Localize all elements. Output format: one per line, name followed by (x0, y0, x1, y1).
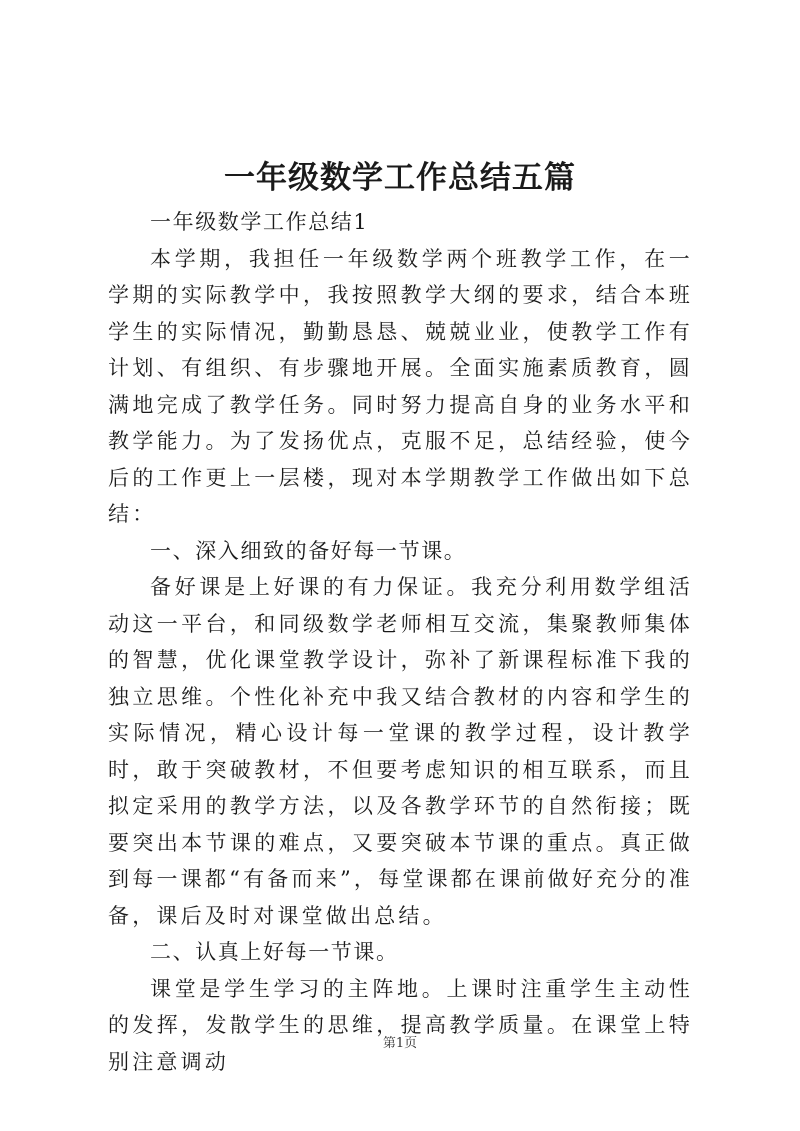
body-paragraph: 课堂是学生学习的主阵地。上课时注重学生主动性的发挥，发散学生的思维，提高教学质量。在课堂上特别注意调动 (108, 976, 693, 1074)
page-number: 第1页 (382, 1036, 418, 1051)
section-heading: 一、深入细致的备好每一节课。 (150, 538, 467, 563)
body-paragraph: 本学期，我担任一年级数学两个班教学工作，在一学期的实际教学中，我按照教学大纲的要求，结合本班学生的实际情况，勤勤恳恳、兢兢业业，使教学工作有计划、有组织、有步骤地开展。全面实施素质教育，圆满地完成了教学任务。同时努力提高自身的业务水平和教学能力。为了发扬优点，克服不足，总结经验，使今后的工作更上一层楼，现对本学期教学工作做出如下总结： (108, 246, 693, 526)
section-heading: 一年级数学工作总结1 (150, 210, 369, 234)
section-heading: 二、认真上好每一节课。 (150, 940, 399, 964)
document-title: 一年级数学工作总结五篇 (224, 160, 576, 196)
body-paragraph: 备好课是上好课的有力保证。我充分利用数学组活动这一平台，和同级数学老师相互交流，集聚教师集体的智慧，优化课堂教学设计，弥补了新课程标准下我的独立思维。个性化补充中我又结合教材的内容和学生的实际情况，精心设计每一堂课的教学过程，设计教学时，敢于突破教材，不但要考虑知识的相互联系，而且拟定采用的教学方法，以及各教学环节的自然衔接；既要突出本节课的难点，又要突破本节课的重点。真正做到每一课都“有备而来”，每堂课都在课前做好充分的准备，课后及时对课堂做出总结。 (108, 575, 693, 928)
document-body (108, 204, 693, 1080)
